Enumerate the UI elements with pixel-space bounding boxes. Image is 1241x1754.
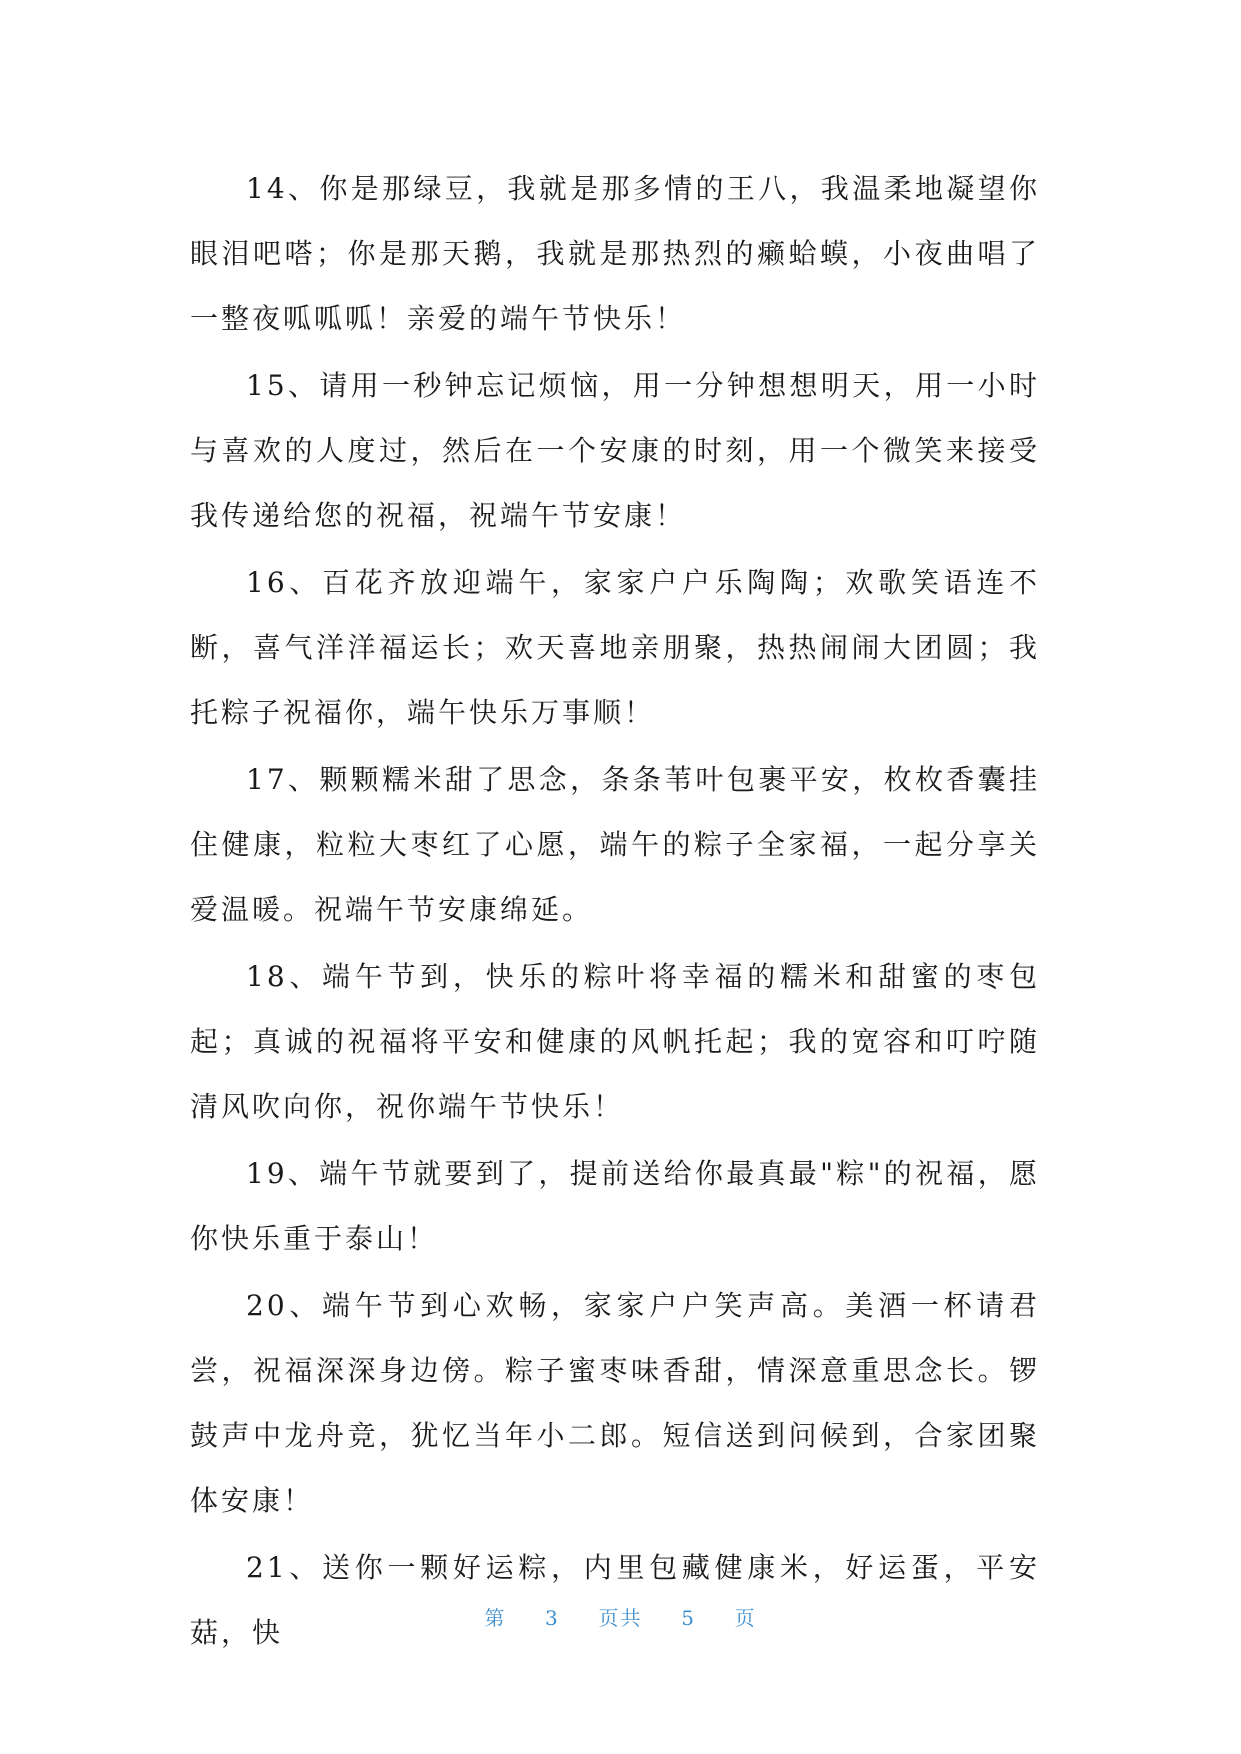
paragraph-15: 15、请用一秒钟忘记烦恼，用一分钟想想明天，用一小时与喜欢的人度过，然后在一个安康的时刻，用一个微笑来接受我传递给您的祝福，祝端午节安康！ — [190, 369, 1040, 532]
total-pages-number: 5 — [681, 1606, 696, 1630]
footer-prefix: 第 — [484, 1606, 507, 1630]
paragraph-21: 21、送你一颗好运粽，内里包藏健康米，好运蛋，平安菇，快 — [190, 1551, 1040, 1649]
current-page-number: 3 — [545, 1606, 560, 1630]
paragraph-20: 20、端午节到心欢畅，家家户户笑声高。美酒一杯请君尝，祝福深深身边傍。粽子蜜枣味香甜，情深意重思念长。锣鼓声中龙舟竞，犹忆当年小二郎。短信送到问候到，合家团聚体安康！ — [190, 1289, 1040, 1517]
document-body — [190, 156, 1040, 1667]
paragraph-19: 19、端午节就要到了，提前送给你最真最"粽"的祝福，愿你快乐重于泰山！ — [190, 1157, 1040, 1255]
paragraph-17: 17、颗颗糯米甜了思念，条条苇叶包裹平安，枚枚香囊挂住健康，粒粒大枣红了心愿，端午的粽子全家福，一起分享关爱温暖。祝端午节安康绵延。 — [190, 763, 1040, 926]
paragraph-18: 18、端午节到，快乐的粽叶将幸福的糯米和甜蜜的枣包起；真诚的祝福将平安和健康的风帆托起；我的宽容和叮咛随清风吹向你，祝你端午节快乐！ — [190, 960, 1040, 1123]
paragraph-16: 16、百花齐放迎端午，家家户户乐陶陶；欢歌笑语连不断，喜气洋洋福运长；欢天喜地亲朋聚，热热闹闹大团圆；我托粽子祝福你，端午快乐万事顺！ — [190, 566, 1040, 729]
paragraph-14: 14、你是那绿豆，我就是那多情的王八，我温柔地凝望你眼泪吧嗒；你是那天鹅，我就是那热烈的癞蛤蟆，小夜曲唱了一整夜呱呱呱！亲爱的端午节快乐！ — [190, 172, 1040, 335]
page-number-footer — [0, 1602, 1241, 1631]
footer-middle: 页共 — [598, 1606, 643, 1630]
footer-suffix: 页 — [734, 1606, 757, 1630]
